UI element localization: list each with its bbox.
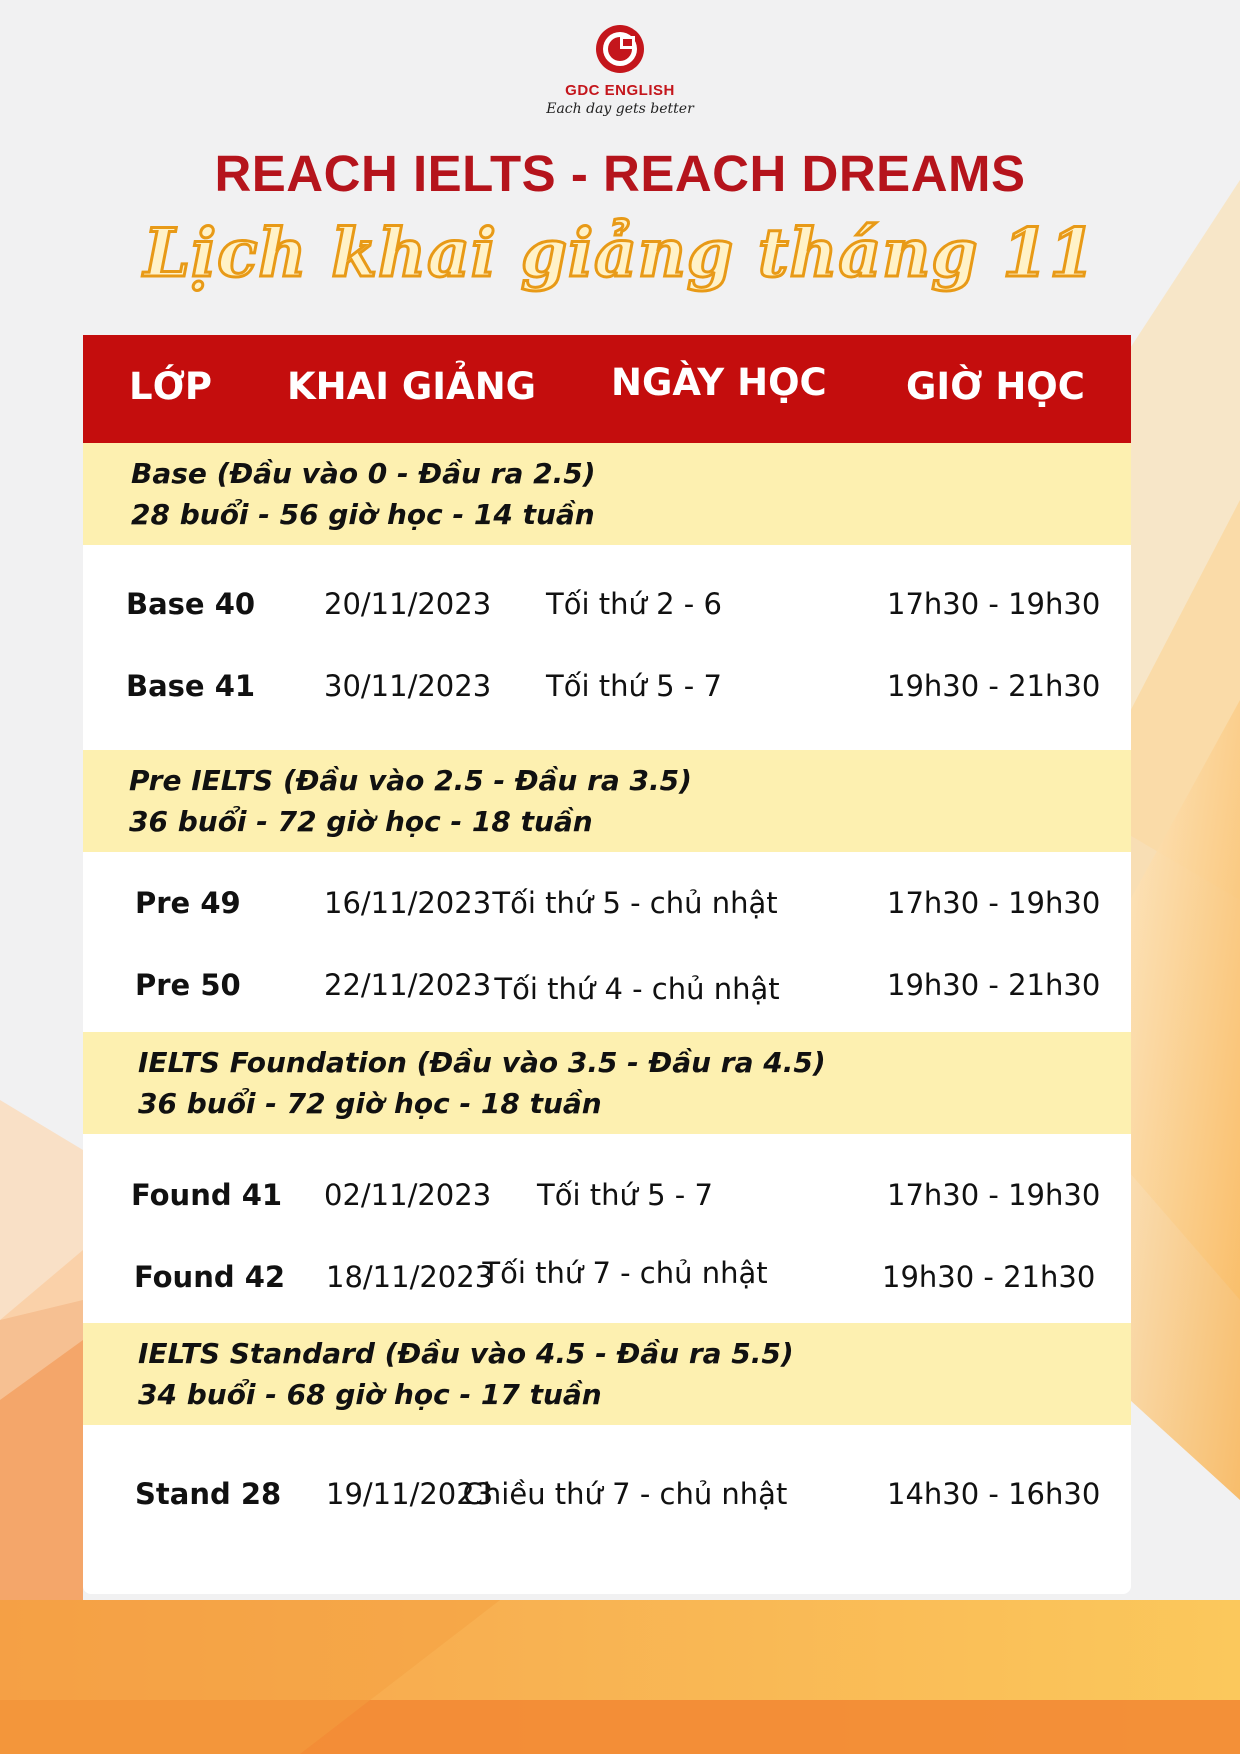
study-days: Chiều thứ 7 - chủ nhật bbox=[462, 1477, 788, 1511]
class-name: Found 42 bbox=[134, 1260, 286, 1294]
section-details: 36 buổi - 72 giờ học - 18 tuần bbox=[138, 1087, 602, 1120]
header-start-date: KHAI GIẢNG bbox=[287, 365, 537, 408]
class-name: Pre 49 bbox=[135, 886, 241, 920]
table-row bbox=[83, 946, 1131, 1028]
section-base bbox=[83, 443, 1131, 750]
section-title: IELTS Standard (Đầu vào 4.5 - Đầu ra 5.5) bbox=[138, 1337, 794, 1370]
page-subtitle: Lịch khai giảng tháng 11 bbox=[143, 214, 1097, 292]
table-header bbox=[83, 335, 1131, 443]
start-date: 02/11/2023 bbox=[324, 1178, 492, 1212]
study-days: Tối thứ 4 - chủ nhật bbox=[494, 972, 780, 1006]
page-headline: REACH IELTS - REACH DREAMS bbox=[214, 145, 1026, 202]
table-row bbox=[83, 864, 1131, 946]
table-row bbox=[83, 1156, 1131, 1238]
table-row bbox=[83, 1455, 1131, 1537]
study-time: 19h30 - 21h30 bbox=[887, 669, 1101, 703]
header-class: LỚP bbox=[129, 365, 213, 408]
table-row bbox=[83, 1238, 1131, 1320]
section-header bbox=[83, 750, 1131, 852]
section-title: IELTS Foundation (Đầu vào 3.5 - Đầu ra 4.5) bbox=[138, 1046, 826, 1079]
start-date: 18/11/2023 bbox=[326, 1260, 494, 1294]
header-time: GIỜ HỌC bbox=[906, 365, 1085, 408]
class-name: Found 41 bbox=[131, 1178, 283, 1212]
start-date: 20/11/2023 bbox=[324, 587, 492, 621]
section-pre-ielts bbox=[83, 750, 1131, 1032]
study-time: 19h30 - 21h30 bbox=[882, 1260, 1096, 1294]
gdc-logo-icon bbox=[593, 22, 647, 76]
section-title: Base (Đầu vào 0 - Đầu ra 2.5) bbox=[131, 457, 596, 490]
section-header bbox=[83, 1032, 1131, 1134]
header-days: NGÀY HỌC bbox=[611, 361, 827, 404]
section-header bbox=[83, 443, 1131, 545]
section-details: 36 buổi - 72 giờ học - 18 tuần bbox=[129, 805, 593, 838]
start-date: 22/11/2023 bbox=[324, 968, 492, 1002]
class-name: Base 40 bbox=[126, 587, 256, 621]
brand-logo bbox=[0, 22, 1240, 117]
class-name: Pre 50 bbox=[135, 968, 241, 1002]
study-time: 14h30 - 16h30 bbox=[887, 1477, 1101, 1511]
section-ielts-foundation bbox=[83, 1032, 1131, 1323]
study-time: 17h30 - 19h30 bbox=[887, 587, 1101, 621]
study-time: 17h30 - 19h30 bbox=[887, 1178, 1101, 1212]
start-date: 30/11/2023 bbox=[324, 669, 492, 703]
start-date: 16/11/2023 bbox=[324, 886, 492, 920]
study-days: Tối thứ 5 - 7 bbox=[537, 1178, 713, 1212]
study-days: Tối thứ 5 - chủ nhật bbox=[492, 886, 778, 920]
section-title: Pre IELTS (Đầu vào 2.5 - Đầu ra 3.5) bbox=[129, 764, 692, 797]
study-days: Tối thứ 7 - chủ nhật bbox=[482, 1256, 768, 1290]
section-details: 28 buổi - 56 giờ học - 14 tuần bbox=[131, 498, 595, 531]
section-ielts-standard bbox=[83, 1323, 1131, 1537]
table-row bbox=[83, 647, 1131, 729]
study-time: 19h30 - 21h30 bbox=[887, 968, 1101, 1002]
study-days: Tối thứ 5 - 7 bbox=[546, 669, 722, 703]
section-details: 34 buổi - 68 giờ học - 17 tuần bbox=[138, 1378, 602, 1411]
table-row bbox=[83, 565, 1131, 647]
schedule-table bbox=[83, 335, 1131, 1594]
section-header bbox=[83, 1323, 1131, 1425]
brand-name: GDC ENGLISH bbox=[565, 82, 675, 99]
class-name: Base 41 bbox=[126, 669, 256, 703]
start-date: 19/11/2023 bbox=[326, 1477, 494, 1511]
study-days: Tối thứ 2 - 6 bbox=[546, 587, 722, 621]
brand-tagline: Each day gets better bbox=[546, 101, 694, 117]
class-name: Stand 28 bbox=[135, 1477, 282, 1511]
study-time: 17h30 - 19h30 bbox=[887, 886, 1101, 920]
